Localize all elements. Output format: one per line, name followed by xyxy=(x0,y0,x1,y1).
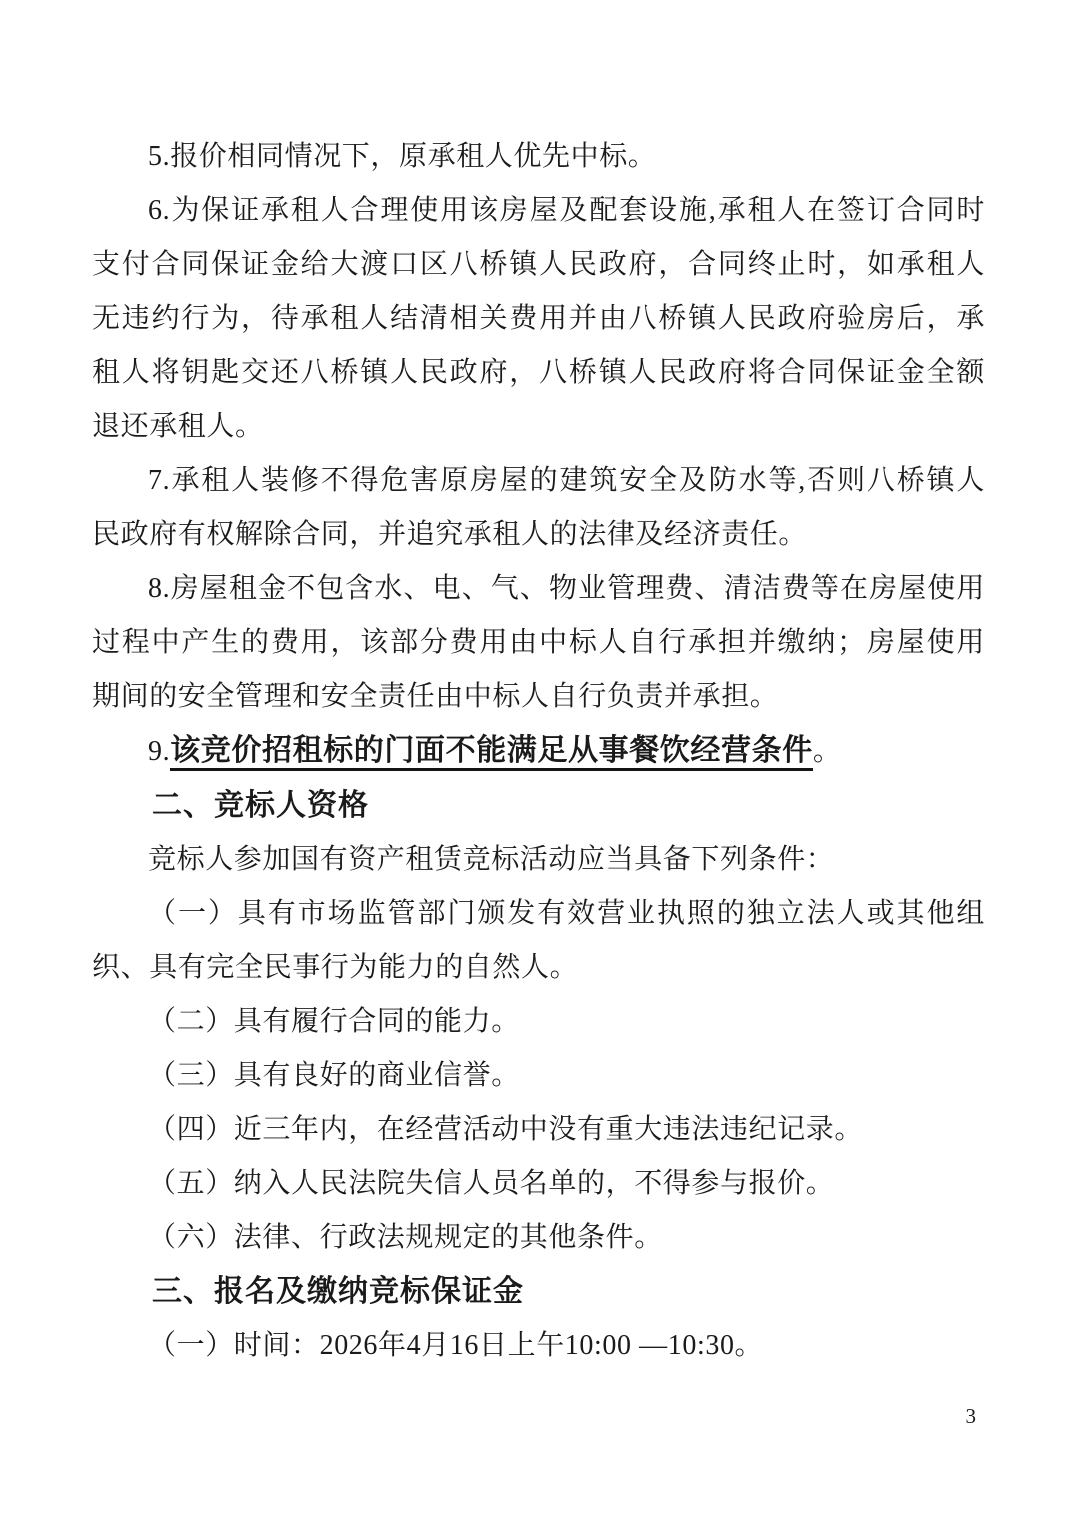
document-body xyxy=(92,130,985,1373)
document-line: 织、具有完全民事行为能力的自然人。 xyxy=(92,952,579,983)
text-segment-plain: 。 xyxy=(812,736,842,767)
section-heading: 三、报名及缴纳竞标保证金 xyxy=(152,1275,524,1308)
document-line: 支付合同保证金给大渡口区八桥镇人民政府，合同终止时，如承租人 xyxy=(92,249,985,280)
document-line: （六）法律、行政法规规定的其他条件。 xyxy=(148,1222,663,1253)
document-line: 期间的安全管理和安全责任由中标人自行负责并承担。 xyxy=(92,681,779,712)
section-heading: 二、竞标人资格 xyxy=(152,789,369,822)
document-line: （五）纳入人民法院失信人员名单的，不得参与报价。 xyxy=(148,1168,835,1199)
document-line: 5.报价相同情况下，原承租人优先中标。 xyxy=(148,141,657,172)
page-number: 3 xyxy=(965,1404,976,1428)
document-line xyxy=(92,724,985,779)
document-line: （一）时间：2026年4月16日上午10:00 —10:30。 xyxy=(148,1330,764,1361)
document-line: （四）近三年内，在经营活动中没有重大违法违纪记录。 xyxy=(148,1114,864,1145)
document-line: （三）具有良好的商业信誉。 xyxy=(148,1060,520,1091)
document-line: 8.房屋租金不包含水、电、气、物业管理费、清洁费等在房屋使用 xyxy=(148,573,985,604)
document-line: 租人将钥匙交还八桥镇人民政府，八桥镇人民政府将合同保证金全额 xyxy=(92,357,985,388)
document-line: 退还承租人。 xyxy=(92,411,264,442)
document-line: 无违约行为，待承租人结清相关费用并由八桥镇人民政府验房后，承 xyxy=(92,303,985,334)
document-line: 7.承租人装修不得危害原房屋的建筑安全及防水等,否则八桥镇人 xyxy=(148,465,985,496)
text-segment-bold-underline: 该竞价招租标的门面不能满足从事餐饮经营条件 xyxy=(170,734,813,771)
document-line: （二）具有履行合同的能力。 xyxy=(148,1006,520,1037)
text-segment-number: 9. xyxy=(148,736,171,767)
document-line: 民政府有权解除合同，并追究承租人的法律及经济责任。 xyxy=(92,519,808,550)
document-line: 过程中产生的费用，该部分费用由中标人自行承担并缴纳；房屋使用 xyxy=(92,627,985,658)
document-line: （一）具有市场监管部门颁发有效营业执照的独立法人或其他组 xyxy=(148,898,985,929)
document-line: 6.为保证承租人合理使用该房屋及配套设施,承租人在签订合同时 xyxy=(148,195,985,226)
document-line: 竞标人参加国有资产租赁竞标活动应当具备下列条件： xyxy=(148,844,835,875)
